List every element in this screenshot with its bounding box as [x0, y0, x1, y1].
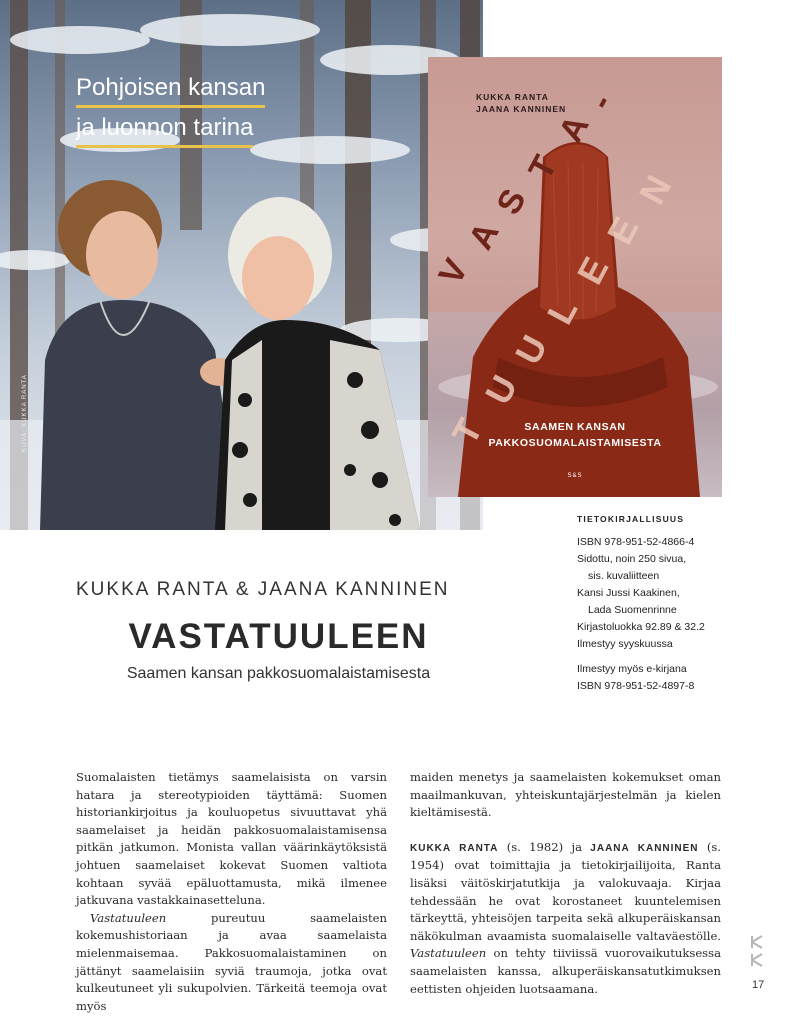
body-paragraph: [76, 910, 387, 1016]
cover-title-letter: T: [443, 412, 491, 451]
cover-subtitle-1: SAAMEN KANSAN: [524, 421, 626, 433]
book-info: [577, 511, 787, 695]
magazine-logo-icon: [748, 934, 768, 970]
body-text: on tehty tiiviissä vuorovaikutuksessa saamelaisten kanssa, alkuperäiskansatutkimuksen eettisten ohjeiden luotsaamana.: [410, 946, 721, 996]
book-title-inline: Vastatuuleen: [410, 946, 487, 961]
isbn-print: ISBN 978-951-52-4866-4: [577, 536, 695, 548]
body-text: (s. 1982) ja: [498, 839, 591, 854]
woman-left: [40, 180, 240, 530]
tagline-line-1: Pohjoisen kansan: [76, 72, 265, 108]
page-number: 17: [752, 979, 765, 991]
binding-info-cont: sis. kuvaliitteen: [588, 570, 660, 582]
author-name: JAANA KANNINEN: [590, 842, 699, 854]
author-name: KUKKA RANTA: [410, 842, 499, 854]
cover-subtitle-2: PAKKOSUOMALAISTAMISESTA: [488, 437, 662, 449]
cover-title-letter: L: [538, 292, 586, 331]
cover-title-letter: N: [630, 168, 680, 211]
body-paragraph: Suomalaisten tietämys saamelaisista on varsin hatara ja stereotypioiden täyttämä: Suomen historiankirjoitus ja kouluopetus sivuuttavat yhä saamelaiset ja heidän pakkosuomalaistamisensa pitkän jatkumon. Monista vallan väärinkäytöksistä johtuen saamelaiset kokevat Suomen valtiota kohtaan syvää epäluottamusta, mikä ilmenee jatkuvana vastakkainasetteluna.: [76, 770, 387, 908]
cover-author-2: JAANA KANNINEN: [476, 104, 567, 114]
woman-right: [215, 197, 420, 530]
book-title-inline: Vastatuuleen: [90, 910, 167, 925]
release-date: Ilmestyy syyskuussa: [577, 638, 673, 650]
cover-publisher: S&S: [567, 473, 583, 479]
author-bio: [410, 839, 721, 998]
cover-credit-cont: Lada Suomenrinne: [588, 604, 677, 616]
binding-info: Sidottu, noin 250 sivua,: [577, 553, 687, 565]
cover-title-letter: A: [461, 216, 507, 256]
body-text: (s. 1954) ovat toimittajia ja tietokirjailijoita, Ranta lisäksi väitöskirjatutkija ja valokuvaaja. Kirjaa tehdessään he ovat korostaneet kuuntelemisen tärkeyttä, yhteisöjen tarpeita sekä alkuperäiskansan näkökulman avaamista suomalaiselle valtaväestölle.: [410, 839, 721, 943]
book-subtitle: Saamen kansan pakkosuomalaistamisesta: [126, 665, 431, 682]
cover-title-letter: E: [568, 250, 617, 291]
body-column-right: [410, 769, 721, 998]
body-text: pureutuu saamelaisten kokemushistoriaan ja avaa saamelaista mielenmaisemaa. Pakkosuomalaistaminen on jättänyt saamelaisiin syviä traumoja, jotka ovat kulkeutuneet yli sukupolvien. Tärkeitä teemoja ovat myös: [76, 910, 387, 1013]
cover-title-letter: E: [598, 210, 647, 251]
library-class: Kirjastoluokka 92.89 & 32.2: [577, 621, 705, 633]
book-title: VASTATUULEEN: [128, 617, 429, 656]
cover-title-letter: U: [476, 368, 526, 411]
author-photo: [0, 0, 483, 530]
cover-title-letter: -: [581, 87, 621, 116]
tagline-line-2: ja luonnon tarina: [76, 112, 253, 148]
ebook-note: Ilmestyy myös e-kirjana: [577, 663, 687, 675]
body-paragraph: maiden menetys ja saamelaisten kokemukset oman maailmankuvan, yhteiskuntajärjestelmän ja kielen kieltämisestä.: [410, 770, 721, 820]
cover-title-letter: T: [521, 149, 565, 186]
cover-credit: Kansi Jussi Kaakinen,: [577, 587, 680, 599]
book-cover: [428, 57, 722, 497]
isbn-ebook: ISBN 978-951-52-4897-8: [577, 680, 695, 692]
cover-author-1: KUKKA RANTA: [476, 92, 549, 102]
photo-tagline: [76, 72, 265, 152]
cover-title-letter: S: [489, 182, 534, 221]
cover-title-letter: V: [431, 252, 476, 291]
book-authors: KUKKA RANTA & JAANA KANNINEN: [76, 579, 450, 600]
cover-title-letter: A: [551, 109, 597, 149]
genre-label: TIETOKIRJALLISUUS: [577, 514, 685, 524]
photo-credit: KUVA: KUKKA RANTA: [22, 374, 28, 452]
body-column-left: [76, 769, 387, 1015]
cover-title-letter: U: [506, 328, 556, 371]
